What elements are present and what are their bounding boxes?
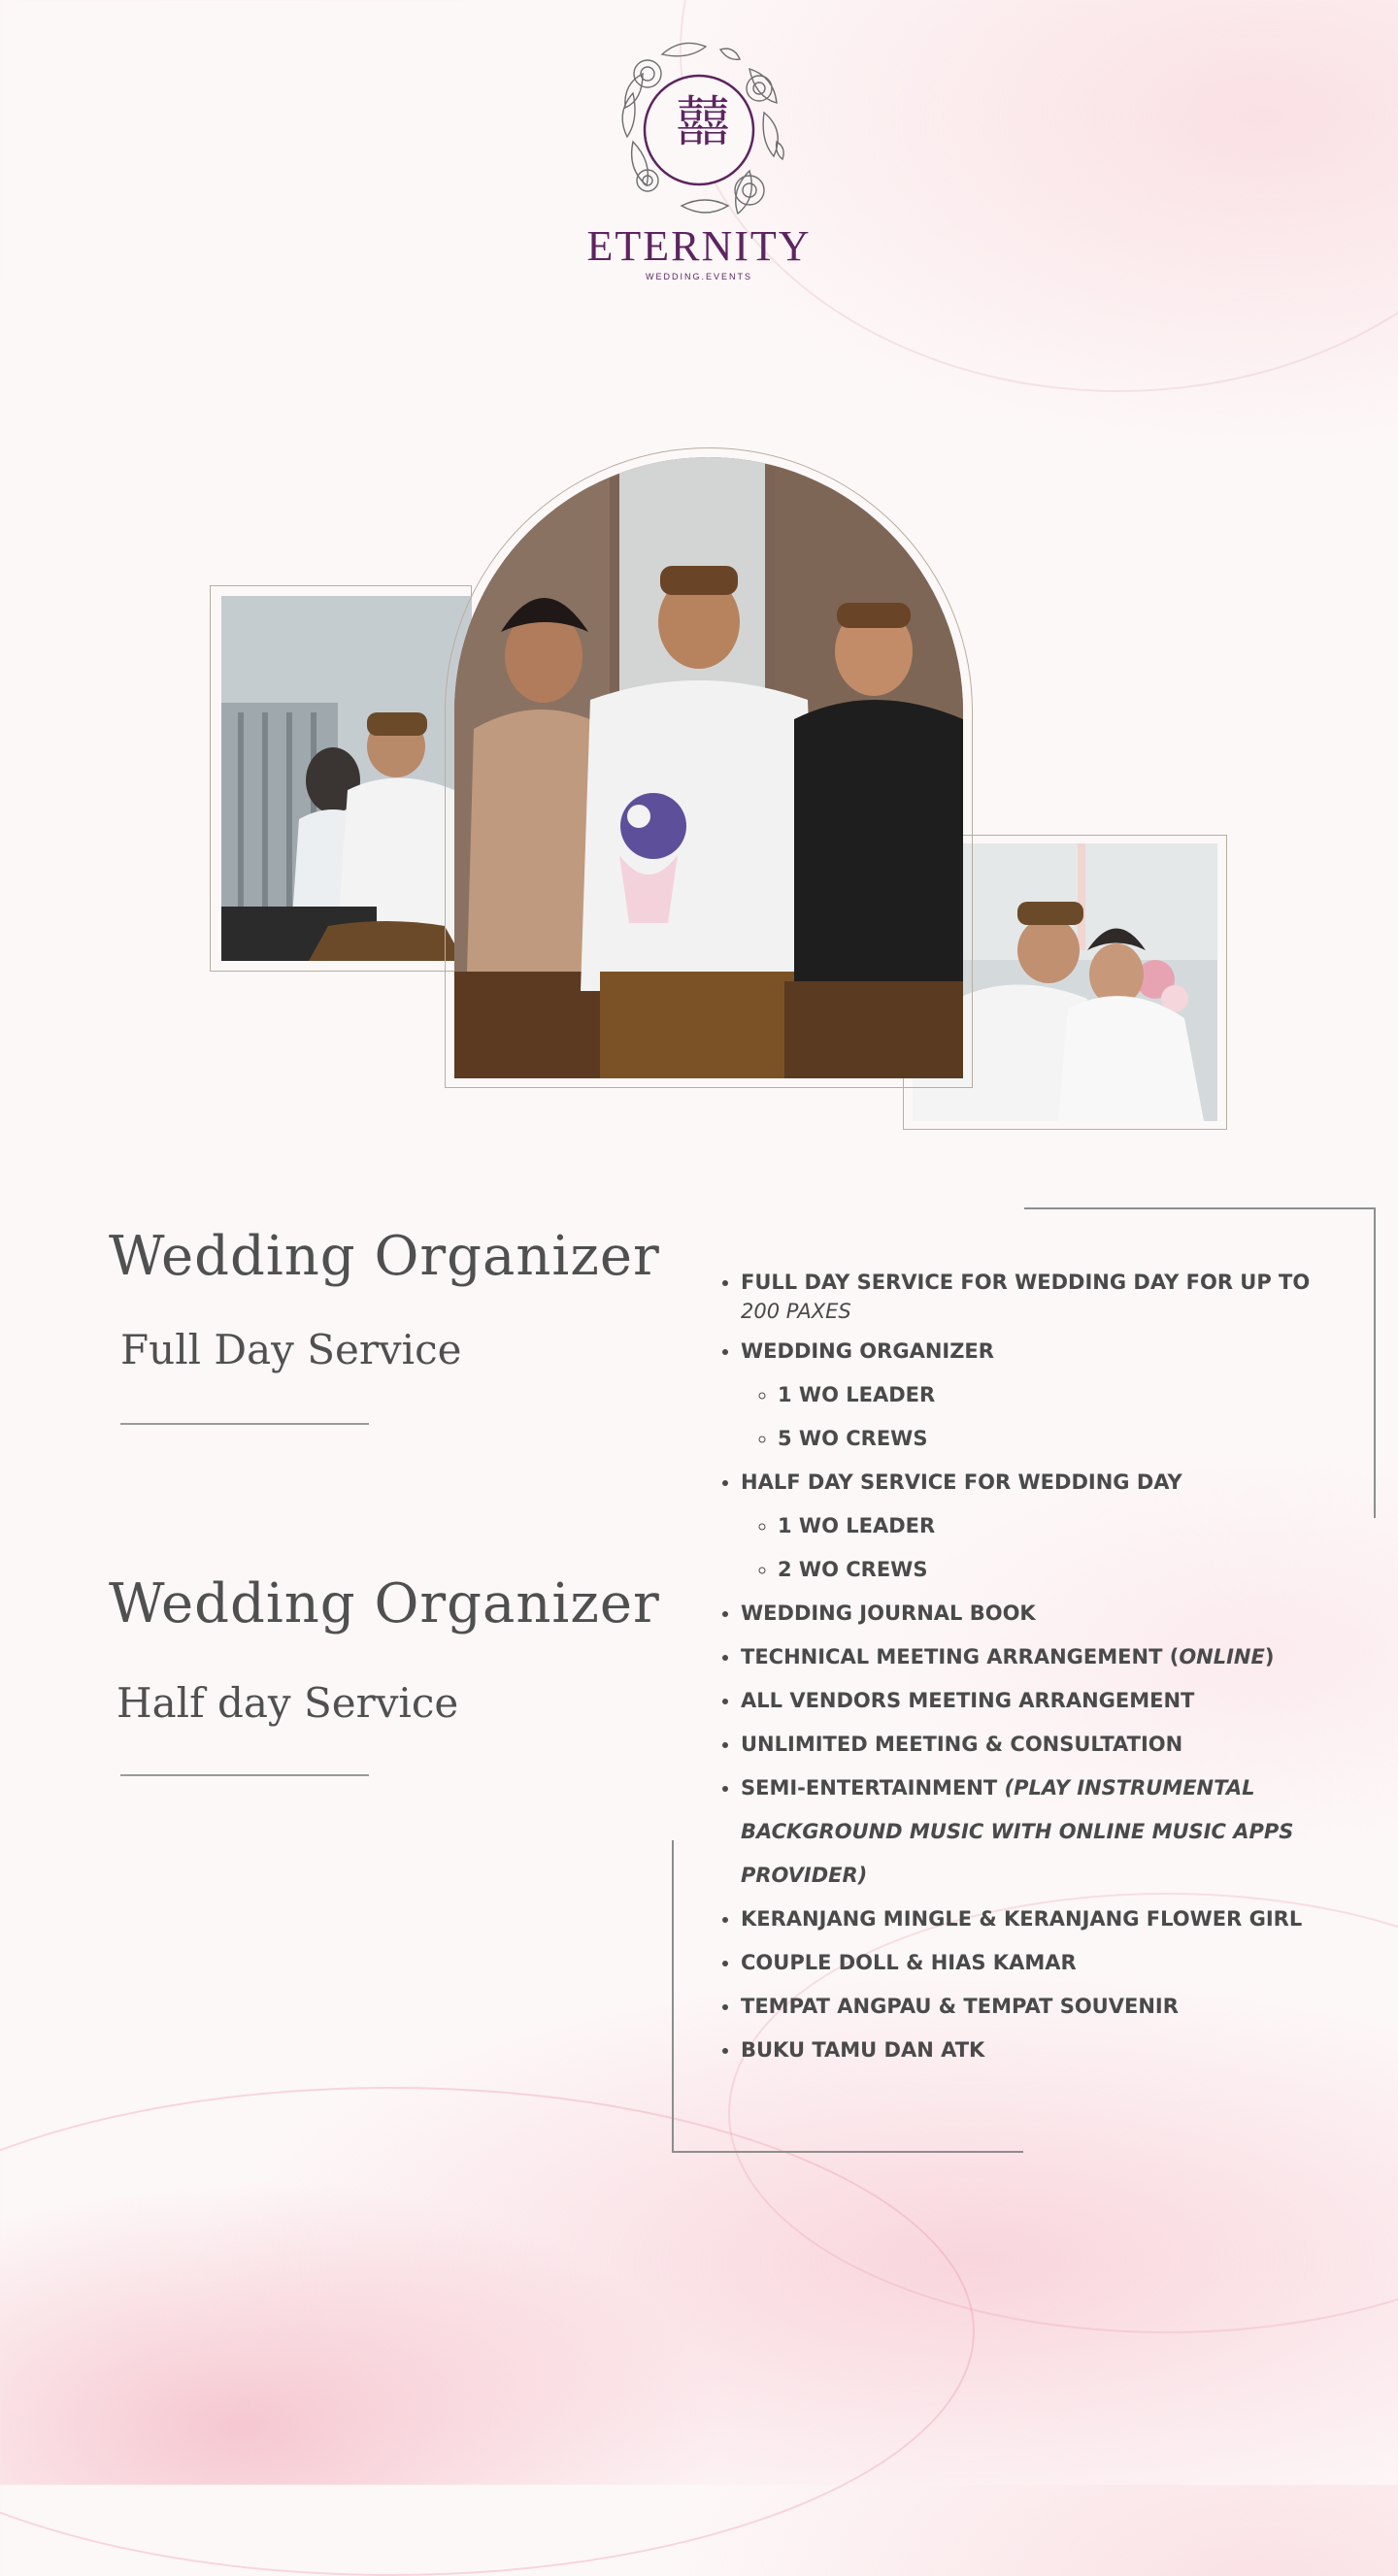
sub-list-item: ◦ 1 WO LEADER xyxy=(778,1504,1323,1548)
list-item: • KERANJANG MINGLE & KERANJANG FLOWER GIRL xyxy=(741,1898,1323,1941)
list-item: • TEMPAT ANGPAU & TEMPAT SOUVENIR xyxy=(741,1985,1323,2029)
service-emphasis: ONLINE xyxy=(1179,1645,1265,1668)
section-title-half-day: Wedding Organizer xyxy=(109,1572,660,1635)
service-text: SEMI-ENTERTAINMENT xyxy=(741,1776,1005,1800)
sub-list-item: ◦ 5 WO CREWS xyxy=(778,1417,1323,1461)
service-note: 200 PAXES xyxy=(741,1300,851,1323)
list-item: • ALL VENDORS MEETING ARRANGEMENT xyxy=(741,1679,1323,1723)
bracket-bottom-vertical xyxy=(672,1840,674,2153)
list-item: • WEDDING JOURNAL BOOK xyxy=(741,1592,1323,1635)
brand-tagline: WEDDING.EVENTS xyxy=(645,272,752,281)
service-text: WEDDING ORGANIZER xyxy=(741,1339,994,1363)
ceremony-photo xyxy=(221,596,472,961)
service-emphasis: (PLAY INSTRUMENTAL BACKGROUND MUSIC WITH ONLINE MUSIC APPS PROVIDER) xyxy=(741,1776,1294,1887)
section-subtitle-half-day: Half day Service xyxy=(116,1679,459,1727)
section-subtitle-full-day: Full Day Service xyxy=(120,1326,462,1373)
bracket-top-horizontal xyxy=(1024,1207,1376,1209)
bracket-bottom-horizontal xyxy=(672,2151,1023,2153)
double-happiness-icon: 囍 xyxy=(676,91,730,154)
divider xyxy=(120,1774,369,1776)
bracket-top-vertical xyxy=(1374,1207,1376,1518)
list-item xyxy=(741,1635,1323,1679)
divider xyxy=(120,1423,369,1425)
sub-list-item: ◦ 1 WO LEADER xyxy=(778,1373,1323,1417)
section-title-full-day: Wedding Organizer xyxy=(109,1225,660,1288)
sub-list xyxy=(741,1373,1323,1461)
list-item xyxy=(741,1268,1323,1326)
sub-list xyxy=(741,1504,1323,1592)
service-text: TECHNICAL MEETING ARRANGEMENT ( xyxy=(741,1645,1180,1668)
list-item xyxy=(741,1461,1323,1592)
list-item xyxy=(741,1330,1323,1461)
sub-list-item: ◦ 2 WO CREWS xyxy=(778,1548,1323,1592)
service-text: FULL DAY SERVICE FOR WEDDING DAY FOR UP TO xyxy=(741,1271,1311,1294)
brand-name: ETERNITY xyxy=(586,222,812,270)
brand-logo xyxy=(582,35,816,287)
family-photo xyxy=(454,457,963,1078)
list-item xyxy=(741,1767,1323,1898)
list-item: • COUPLE DOLL & HIAS KAMAR xyxy=(741,1941,1323,1985)
services-list xyxy=(714,1268,1323,2072)
list-item: • UNLIMITED MEETING & CONSULTATION xyxy=(741,1723,1323,1767)
list-item: • BUKU TAMU DAN ATK xyxy=(741,2029,1323,2072)
service-text: ) xyxy=(1264,1645,1275,1668)
service-text: HALF DAY SERVICE FOR WEDDING DAY xyxy=(741,1470,1182,1494)
